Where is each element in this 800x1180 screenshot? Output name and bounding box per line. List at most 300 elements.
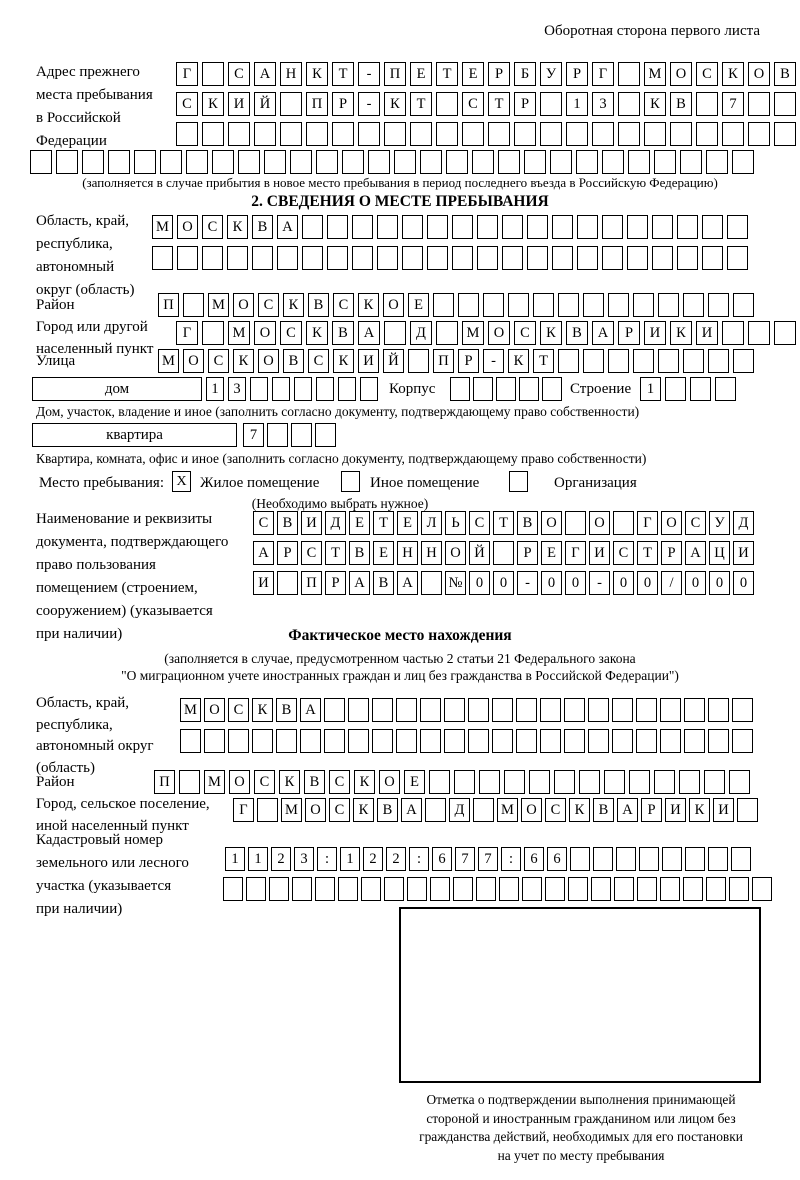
char-cell: С: [308, 349, 329, 373]
char-cell: [492, 729, 513, 753]
char-cell: 0: [541, 571, 562, 595]
char-cell: [291, 423, 312, 447]
char-cell: [774, 122, 796, 146]
char-cell: Д: [449, 798, 470, 822]
char-cell: [499, 877, 519, 901]
char-cell: [394, 150, 416, 174]
label-line: при наличии): [36, 901, 123, 917]
char-cell: [315, 423, 336, 447]
char-cell: [252, 729, 273, 753]
kvartira-note: Квартира, комната, офис и иное (заполнить согласно документу, подтверждающему право собственности): [36, 451, 647, 466]
char-cell: И: [301, 511, 322, 535]
char-cell: Ц: [709, 541, 730, 565]
char-cell: [696, 92, 718, 116]
oblast-row-1: [152, 215, 748, 239]
char-cell: У: [709, 511, 730, 535]
char-cell: [612, 698, 633, 722]
char-cell: [565, 511, 586, 535]
char-cell: [498, 150, 520, 174]
char-cell: Р: [488, 62, 510, 86]
char-cell: [683, 349, 704, 373]
char-cell: М: [644, 62, 666, 86]
char-cell: [514, 122, 536, 146]
char-cell: [704, 770, 725, 794]
page-side-note: Оборотная сторона первого листа: [544, 23, 760, 39]
char-cell: С: [254, 770, 275, 794]
char-cell: К: [540, 321, 562, 345]
char-cell: -: [358, 92, 380, 116]
label-line: Отметка о подтверждении выполнения принимающей: [426, 1092, 736, 1107]
char-cell: Й: [254, 92, 276, 116]
label-line: автономный: [36, 259, 115, 275]
char-cell: Д: [410, 321, 432, 345]
doc-label: [36, 508, 228, 646]
char-cell: М: [497, 798, 518, 822]
char-cell: И: [733, 541, 754, 565]
char-cell: [680, 150, 702, 174]
char-cell: И: [358, 349, 379, 373]
char-cell: [665, 377, 686, 401]
char-cell: [186, 150, 208, 174]
char-cell: В: [670, 92, 692, 116]
char-cell: О: [488, 321, 510, 345]
char-cell: [566, 122, 588, 146]
char-cell: [420, 729, 441, 753]
char-cell: [604, 770, 625, 794]
char-cell: С: [613, 541, 634, 565]
char-cell: К: [508, 349, 529, 373]
char-cell: 7: [478, 847, 498, 871]
char-cell: 1: [206, 377, 224, 401]
char-cell: С: [469, 511, 490, 535]
char-cell: Р: [277, 541, 298, 565]
label-line: помещением (строением,: [36, 580, 198, 596]
char-cell: [396, 729, 417, 753]
char-cell: [315, 877, 335, 901]
char-cell: [616, 847, 636, 871]
char-cell: Т: [410, 92, 432, 116]
char-cell: [577, 246, 598, 270]
char-cell: [402, 215, 423, 239]
char-cell: [633, 293, 654, 317]
char-cell: [683, 293, 704, 317]
label-line: документа, подтверждающего: [36, 534, 229, 550]
char-cell: [280, 92, 302, 116]
char-cell: :: [317, 847, 337, 871]
char-cell: П: [154, 770, 175, 794]
oblast-label: [36, 210, 134, 302]
char-cell: [614, 877, 634, 901]
char-cell: К: [279, 770, 300, 794]
dom-note: Дом, участок, владение и иное (заполнить согласно документу, подтверждающему право собственности): [36, 404, 640, 419]
char-cell: Т: [488, 92, 510, 116]
char-cell: В: [276, 698, 297, 722]
char-cell: М: [228, 321, 250, 345]
char-cell: [564, 698, 585, 722]
char-cell: 6: [432, 847, 452, 871]
char-cell: К: [233, 349, 254, 373]
char-cell: [238, 150, 260, 174]
char-cell: [684, 729, 705, 753]
char-cell: О: [183, 349, 204, 373]
char-cell: О: [233, 293, 254, 317]
option-zhiloe-label: Жилое помещение: [200, 475, 320, 491]
char-cell: [502, 246, 523, 270]
char-cell: [502, 215, 523, 239]
char-cell: А: [277, 215, 298, 239]
ulitsa-label: Улица: [36, 353, 76, 369]
char-cell: Г: [176, 62, 198, 86]
char-cell: [558, 349, 579, 373]
char-cell: [570, 847, 590, 871]
char-cell: [774, 321, 796, 345]
char-cell: [223, 877, 243, 901]
char-cell: [246, 877, 266, 901]
char-cell: [327, 246, 348, 270]
char-cell: Т: [493, 511, 514, 535]
char-cell: [492, 698, 513, 722]
char-cell: [332, 122, 354, 146]
char-cell: [292, 877, 312, 901]
prev-address-row-2: [176, 92, 796, 116]
char-cell: 1: [340, 847, 360, 871]
mesto-hint: (Необходимо выбрать нужное): [251, 496, 429, 511]
char-cell: М: [204, 770, 225, 794]
char-cell: [685, 847, 705, 871]
char-cell: [257, 798, 278, 822]
char-cell: Й: [469, 541, 490, 565]
char-cell: В: [774, 62, 796, 86]
char-cell: [554, 770, 575, 794]
char-cell: [368, 150, 390, 174]
char-cell: Д: [325, 511, 346, 535]
ulitsa-row: [158, 349, 754, 373]
char-cell: О: [748, 62, 770, 86]
char-cell: [733, 349, 754, 373]
char-cell: [396, 698, 417, 722]
char-cell: [683, 877, 703, 901]
char-cell: [488, 122, 510, 146]
char-cell: О: [379, 770, 400, 794]
char-cell: 6: [524, 847, 544, 871]
char-cell: 1: [225, 847, 245, 871]
char-cell: [352, 246, 373, 270]
char-cell: Б: [514, 62, 536, 86]
char-cell: [504, 770, 525, 794]
char-cell: [540, 92, 562, 116]
doc-row-2: [253, 541, 754, 565]
oblast-row-2: [152, 246, 748, 270]
char-cell: С: [202, 215, 223, 239]
label-line: Город, сельское поселение,: [36, 796, 210, 812]
char-cell: [277, 571, 298, 595]
char-cell: [324, 729, 345, 753]
char-cell: [706, 150, 728, 174]
char-cell: [576, 150, 598, 174]
char-cell: [540, 698, 561, 722]
char-cell: [752, 877, 772, 901]
char-cell: [552, 215, 573, 239]
char-cell: [552, 246, 573, 270]
char-cell: К: [306, 321, 328, 345]
char-cell: Е: [397, 511, 418, 535]
char-cell: [453, 877, 473, 901]
char-cell: [522, 877, 542, 901]
char-cell: 0: [613, 571, 634, 595]
char-cell: М: [180, 698, 201, 722]
char-cell: С: [228, 698, 249, 722]
char-cell: [302, 246, 323, 270]
char-cell: [545, 877, 565, 901]
char-cell: И: [713, 798, 734, 822]
label-line: сооружением) (указывается: [36, 603, 213, 619]
section2-title: 2. СВЕДЕНИЯ О МЕСТЕ ПРЕБЫВАНИЯ: [251, 193, 549, 210]
char-cell: [660, 877, 680, 901]
char-cell: 0: [733, 571, 754, 595]
char-cell: С: [333, 293, 354, 317]
char-cell: П: [158, 293, 179, 317]
label-line: Федерации: [36, 133, 107, 149]
char-cell: [627, 215, 648, 239]
char-cell: 3: [294, 847, 314, 871]
char-cell: [361, 877, 381, 901]
char-cell: Т: [332, 62, 354, 86]
label-line: участка (указывается: [36, 878, 172, 894]
char-cell: 1: [248, 847, 268, 871]
char-cell: К: [306, 62, 328, 86]
char-cell: П: [306, 92, 328, 116]
char-cell: О: [305, 798, 326, 822]
char-cell: [602, 215, 623, 239]
char-cell: О: [177, 215, 198, 239]
char-cell: О: [661, 511, 682, 535]
char-cell: [662, 847, 682, 871]
char-cell: [202, 246, 223, 270]
char-cell: [358, 122, 380, 146]
char-cell: [352, 215, 373, 239]
char-cell: О: [258, 349, 279, 373]
char-cell: [302, 215, 323, 239]
char-cell: П: [384, 62, 406, 86]
char-cell: [542, 377, 562, 401]
char-cell: [496, 377, 516, 401]
char-cell: [176, 122, 198, 146]
checkbox-inoe: [341, 471, 360, 492]
char-cell: [473, 798, 494, 822]
char-cell: Л: [421, 511, 442, 535]
stroenie-cells: [640, 377, 736, 401]
char-cell: [30, 150, 52, 174]
char-cell: Е: [349, 511, 370, 535]
char-cell: К: [252, 698, 273, 722]
char-cell: Г: [565, 541, 586, 565]
char-cell: [670, 122, 692, 146]
char-cell: [202, 122, 224, 146]
char-cell: 3: [228, 377, 246, 401]
char-cell: [702, 215, 723, 239]
char-cell: О: [541, 511, 562, 535]
char-cell: [436, 122, 458, 146]
char-cell: [384, 321, 406, 345]
char-cell: [280, 122, 302, 146]
prev-address-label: [36, 61, 153, 153]
char-cell: [628, 150, 650, 174]
dom-box: дом: [32, 377, 202, 401]
char-cell: [290, 150, 312, 174]
char-cell: [644, 122, 666, 146]
char-cell: [316, 150, 338, 174]
char-cell: 0: [565, 571, 586, 595]
char-cell: [592, 122, 614, 146]
char-cell: К: [384, 92, 406, 116]
char-cell: А: [349, 571, 370, 595]
char-cell: 2: [271, 847, 291, 871]
char-cell: Е: [373, 541, 394, 565]
fact-oblast-row-1: [180, 698, 753, 722]
char-cell: [420, 698, 441, 722]
label-line: Город или другой: [36, 319, 148, 335]
label-line: стороной и иностранным гражданином или лицом без: [426, 1110, 736, 1126]
char-cell: А: [253, 541, 274, 565]
char-cell: 7: [722, 92, 744, 116]
char-cell: [508, 293, 529, 317]
char-cell: [202, 62, 224, 86]
char-cell: [618, 92, 640, 116]
char-cell: [228, 122, 250, 146]
korpus-label: Корпус: [389, 381, 436, 397]
char-cell: К: [227, 215, 248, 239]
char-cell: [527, 246, 548, 270]
char-cell: [529, 770, 550, 794]
char-cell: А: [358, 321, 380, 345]
label-line: Область, край,: [36, 213, 130, 229]
char-cell: [384, 122, 406, 146]
char-cell: И: [644, 321, 666, 345]
char-cell: [708, 698, 729, 722]
char-cell: [627, 246, 648, 270]
char-cell: [254, 122, 276, 146]
char-cell: А: [617, 798, 638, 822]
char-cell: В: [349, 541, 370, 565]
fact-raion-label: Район: [36, 774, 75, 790]
dom-cells: [206, 377, 378, 401]
char-cell: [444, 729, 465, 753]
char-cell: [748, 321, 770, 345]
char-cell: [731, 847, 751, 871]
char-cell: [429, 770, 450, 794]
char-cell: [493, 541, 514, 565]
char-cell: [639, 847, 659, 871]
char-cell: [294, 377, 312, 401]
char-cell: [372, 698, 393, 722]
char-cell: М: [158, 349, 179, 373]
stroenie-label: Строение: [570, 381, 632, 397]
char-cell: [729, 770, 750, 794]
char-cell: [436, 92, 458, 116]
char-cell: Г: [592, 62, 614, 86]
char-cell: Р: [661, 541, 682, 565]
char-cell: О: [204, 698, 225, 722]
char-cell: [527, 215, 548, 239]
char-cell: [421, 571, 442, 595]
char-cell: [533, 293, 554, 317]
char-cell: 6: [547, 847, 567, 871]
char-cell: [708, 349, 729, 373]
char-cell: [612, 729, 633, 753]
char-cell: Т: [637, 541, 658, 565]
char-cell: [183, 293, 204, 317]
char-cell: [608, 349, 629, 373]
char-cell: [715, 377, 736, 401]
char-cell: К: [353, 798, 374, 822]
char-cell: [577, 215, 598, 239]
char-cell: [342, 150, 364, 174]
char-cell: [477, 246, 498, 270]
char-cell: [427, 246, 448, 270]
char-cell: Н: [421, 541, 442, 565]
char-cell: [446, 150, 468, 174]
char-cell: Й: [383, 349, 404, 373]
char-cell: [377, 246, 398, 270]
char-cell: [593, 847, 613, 871]
char-cell: К: [202, 92, 224, 116]
char-cell: М: [281, 798, 302, 822]
prev-address-row-3: [176, 122, 796, 146]
char-cell: В: [517, 511, 538, 535]
char-cell: [372, 729, 393, 753]
char-cell: [252, 246, 273, 270]
char-cell: [732, 698, 753, 722]
char-cell: [384, 877, 404, 901]
char-cell: [473, 377, 493, 401]
prev-address-row-1: [176, 62, 796, 86]
char-cell: -: [589, 571, 610, 595]
char-cell: Р: [618, 321, 640, 345]
char-cell: [579, 770, 600, 794]
fact-note-2: "О миграционном учете иностранных граждан и лиц без гражданства в Российской Федерации"): [121, 668, 679, 683]
char-cell: О: [229, 770, 250, 794]
char-cell: [696, 122, 718, 146]
char-cell: [316, 377, 334, 401]
char-cell: [427, 215, 448, 239]
char-cell: 0: [709, 571, 730, 595]
char-cell: А: [300, 698, 321, 722]
char-cell: [348, 698, 369, 722]
char-cell: [452, 215, 473, 239]
char-cell: 2: [363, 847, 383, 871]
char-cell: [420, 150, 442, 174]
char-cell: [180, 729, 201, 753]
char-cell: А: [254, 62, 276, 86]
doc-row-1: [253, 511, 754, 535]
char-cell: [433, 293, 454, 317]
char-cell: С: [253, 511, 274, 535]
char-cell: 7: [243, 423, 264, 447]
char-cell: В: [308, 293, 329, 317]
char-cell: П: [433, 349, 454, 373]
char-cell: [408, 349, 429, 373]
char-cell: К: [569, 798, 590, 822]
char-cell: [462, 122, 484, 146]
char-cell: В: [566, 321, 588, 345]
char-cell: [212, 150, 234, 174]
char-cell: [264, 150, 286, 174]
char-cell: [300, 729, 321, 753]
char-cell: С: [280, 321, 302, 345]
char-cell: Р: [514, 92, 536, 116]
char-cell: 7: [455, 847, 475, 871]
char-cell: [633, 349, 654, 373]
